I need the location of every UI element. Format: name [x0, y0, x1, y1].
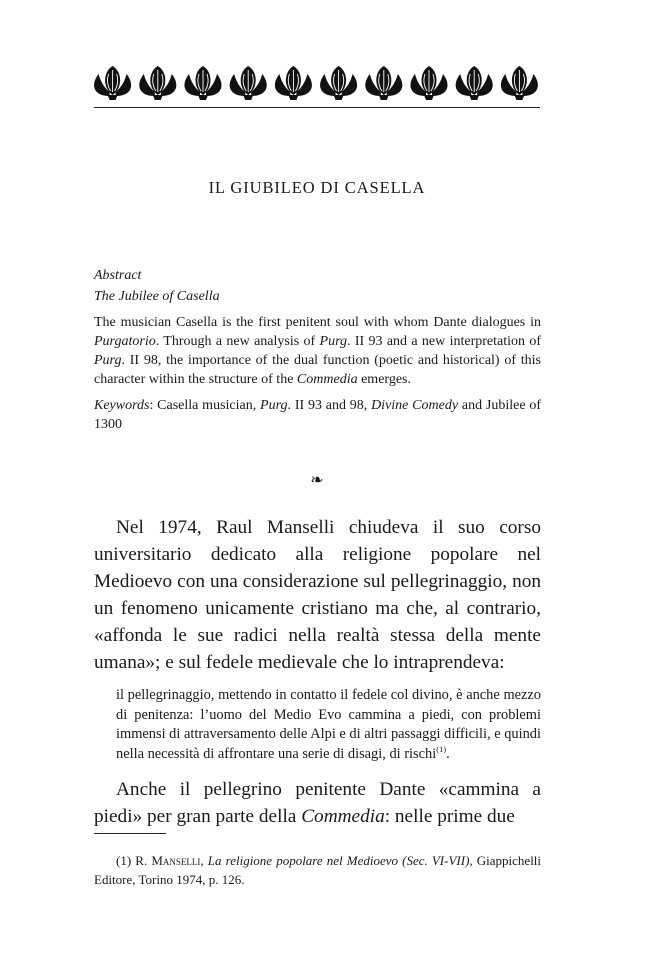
lotus-flower-icon [456, 66, 493, 100]
lotus-flower-icon [275, 66, 312, 100]
header-rule [94, 107, 540, 108]
lotus-flower-icon [94, 66, 131, 100]
lotus-flower-icon [365, 66, 402, 100]
abstract-label: Abstract [94, 268, 142, 283]
header-ornament-band [90, 62, 542, 102]
abstract-subtitle: The Jubilee of Casella [94, 289, 220, 304]
paragraph-2: Anche il pellegrino penitente Dante «cammina a piedi» per gran parte della Commedia: nelle prime due [94, 779, 541, 827]
block-quote: il pellegrinaggio, mettendo in contatto il fedele col divino, è anche mezzo di penitenza: l’uomo del Medio Evo cammina a piedi, con problemi immensi di attraversamento delle Alpi e di altri passaggi difficili, e quindi nella necessità di affrontare una serie di disagi, di rischi$^{(1)}$. [116, 687, 541, 762]
abstract-text: The musician Casella is the first penitent soul with whom Dante dialogues in Purgatorio. Through a new analysis of Purg. II 93 and a new interpretation of Purg. II 98, the importance of the dual function (poetic and historical) of this character within the structure of the Commedia emerges. [94, 315, 542, 387]
keywords-label: Keywords [94, 398, 150, 413]
paragraph-1: Nel 1974, Raul Manselli chiudeva il suo corso universitario dedicato alla religione popolare nel Medioevo con una considerazione sul pellegrinaggio, non un fenomeno unicamente cristiano ma che, al contrario, «affonda le sue radici nella realtà stessa della mente umana»; e sul fedele medievale che lo intraprendeva: [94, 517, 541, 673]
footnote-rule [94, 833, 166, 834]
footnote-1: (1) R. Manselli, La religione popolare nel Medioevo (Sec. VI-VII), Giappichelli Editore, Torino 1974, p. 126. [94, 853, 542, 887]
lotus-flower-icon [320, 66, 357, 100]
lotus-flower-icon [410, 66, 447, 100]
body-text [94, 514, 541, 830]
lotus-flower-icon [230, 66, 267, 100]
fleuron-icon: ❧ [310, 472, 324, 489]
page-title: IL GIUBILEO DI CASELLA [208, 178, 426, 197]
lotus-flower-icon [501, 66, 538, 100]
lotus-ornaments [90, 62, 542, 102]
keywords: Keywords: Casella musician, Purg. II 93 and 98, Divine Comedy and Jubilee of 1300 [94, 398, 541, 432]
lotus-flower-icon [184, 66, 221, 100]
abstract-block [94, 265, 541, 434]
lotus-flower-icon [139, 66, 176, 100]
footnote-ref[interactable]: (1) [436, 743, 447, 754]
